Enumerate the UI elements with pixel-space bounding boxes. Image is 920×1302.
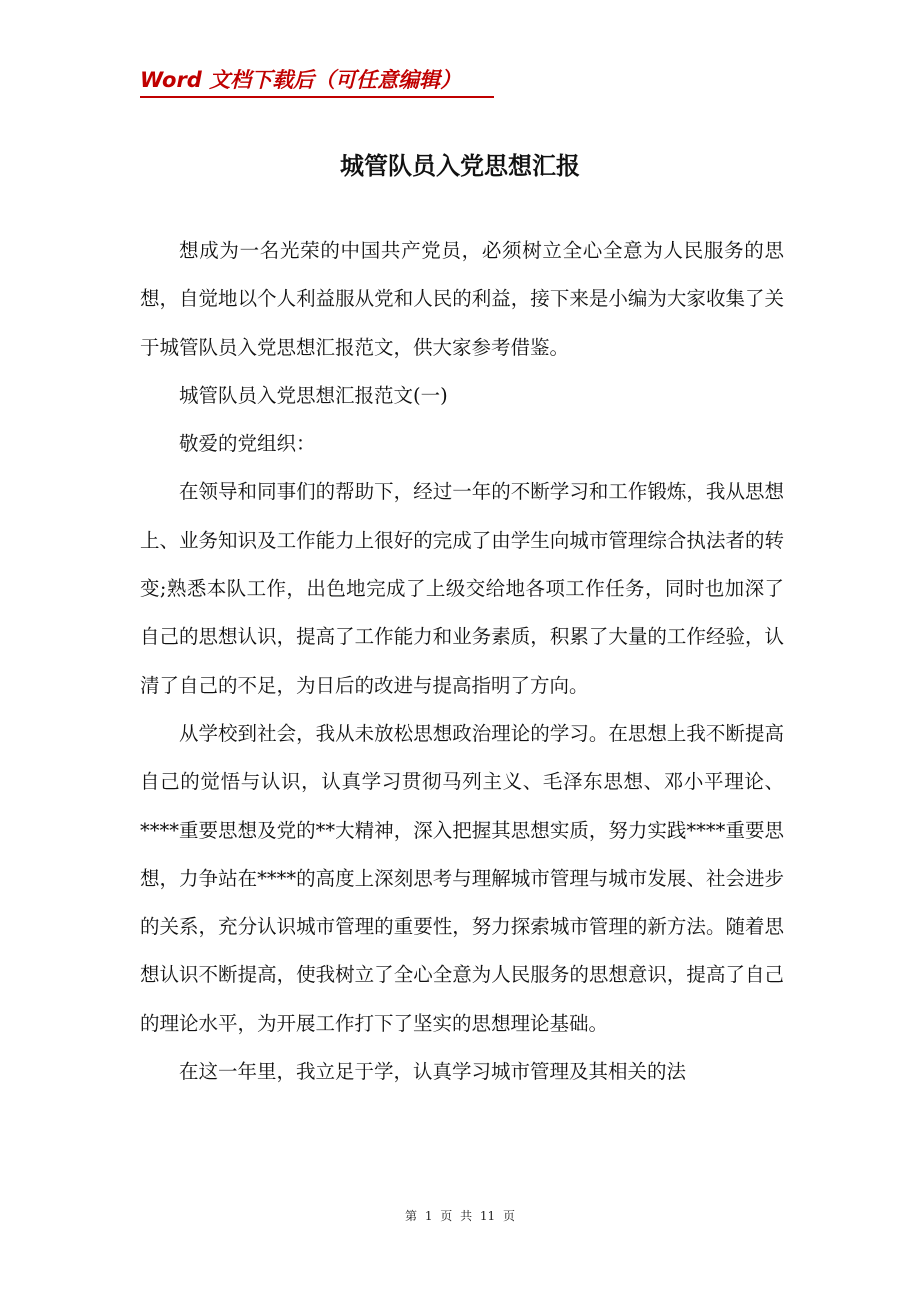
paragraph-salutation: 敬爱的党组织： [179,432,316,456]
paragraph-subtitle: 城管队员入党思想汇报范文(一) [179,383,448,407]
paragraph-body-3: 在这一年里，我立足于学，认真学习城市管理及其相关的法 [179,1060,687,1084]
paragraph-body-2: 从学校到社会，我从未放松思想政治理论的学习。在思想上我不断提高自己的觉悟与认识，认真学习贯彻马列主义、毛泽东思想、邓小平理论、****重要思想及党的**大精神，深入把握其思想实质，努力实践****重要思想，力争站在****的高度上深刻思考与理解城市管理与城市发展、社会进步的关系，充分认识城市管理的重要性，努力探索城市管理的新方法。随着思想认识不断提高，使我树立了全心全意为人民服务的思想意识，提高了自己的理论水平，为开展工作打下了坚实的思想理论基础。 [140,721,784,1035]
document-title: 城管队员入党思想汇报 [340,151,580,180]
page-footer: 第 1 页 共 11 页 [405,1209,515,1223]
header-banner [140,66,494,98]
paragraph-intro: 想成为一名光荣的中国共产党员，必须树立全心全意为人民服务的思想，自觉地以个人利益服从党和人民的利益，接下来是小编为大家收集了关于城管队员入党思想汇报范文，供大家参考借鉴。 [140,239,784,359]
document-body [140,227,784,1096]
header-text: Word 文档下载后（可任意编辑） [140,68,462,92]
paragraph-body-1: 在领导和同事们的帮助下，经过一年的不断学习和工作锻炼，我从思想上、业务知识及工作能力上很好的完成了由学生向城市管理综合执法者的转变;熟悉本队工作，出色地完成了上级交给地各项工作任务，同时也加深了自己的思想认识，提高了工作能力和业务素质，积累了大量的工作经验，认清了自己的不足，为日后的改进与提高指明了方向。 [140,480,784,697]
